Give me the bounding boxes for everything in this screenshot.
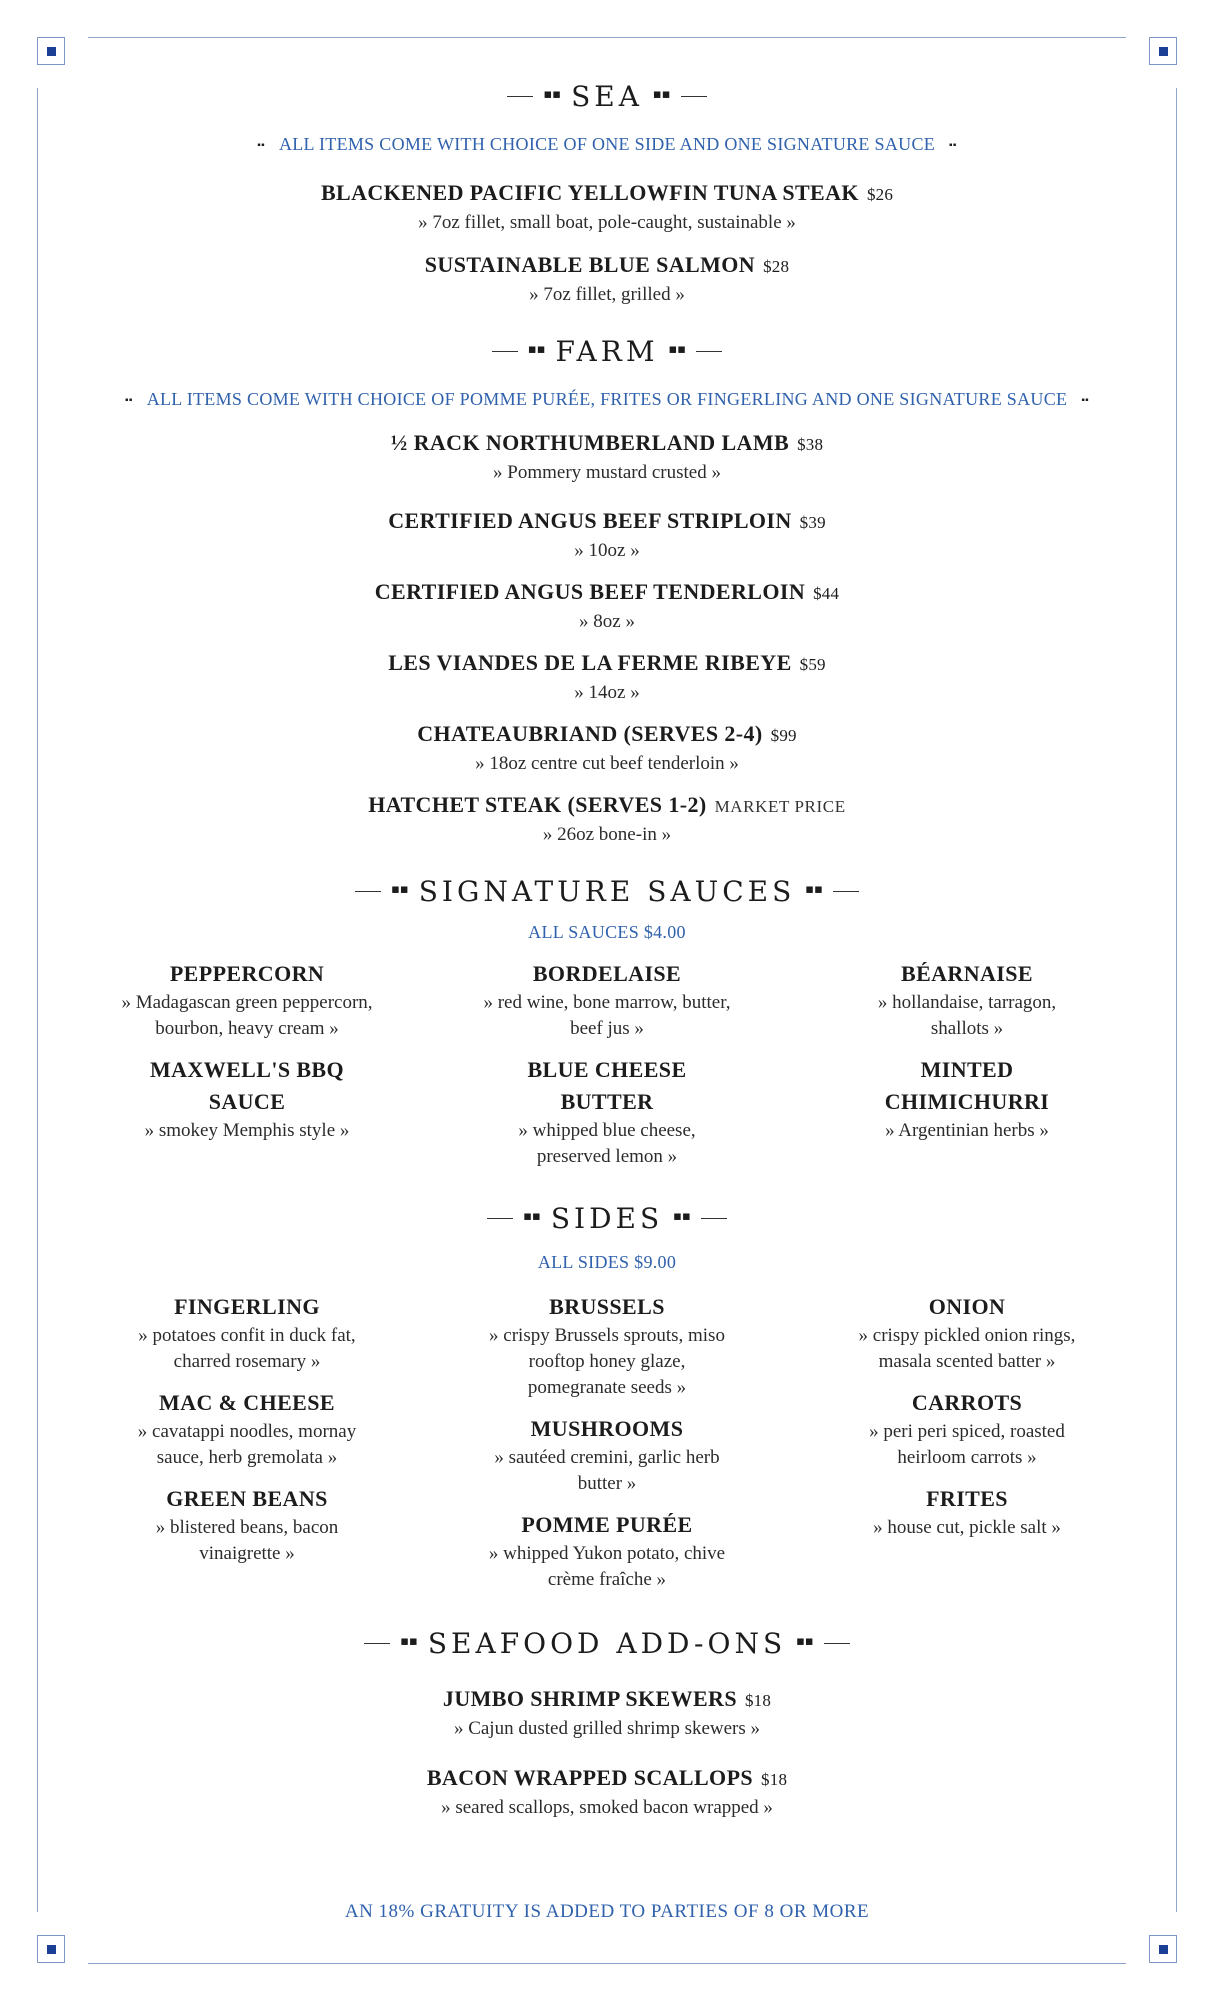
sauces-grid (40, 958, 1174, 1182)
item-price: $99 (770, 726, 797, 745)
menu-item (40, 792, 1174, 846)
side-name: POMME PURÉE (521, 1512, 693, 1537)
sauce-item (457, 1054, 757, 1170)
corner-ornament-bottom-left (37, 1935, 65, 1963)
side-description: » potatoes confit in duck fat, charred rosemary » (138, 1325, 356, 1372)
section-title: SIDES (550, 1202, 664, 1235)
item-description: » 7oz fillet, grilled » (529, 284, 685, 305)
item-description: » 7oz fillet, small boat, pole-caught, sustainable » (418, 212, 796, 233)
side-item (97, 1483, 397, 1567)
side-name: CARROTS (911, 1390, 1023, 1415)
sides-column (817, 1291, 1117, 1605)
note-text: ALL SAUCES $4.00 (528, 922, 686, 942)
note-text: ALL SIDES $9.00 (537, 1252, 677, 1272)
item-name: CHATEAUBRIAND (SERVES 2-4) (417, 721, 763, 746)
sauce-name: MAXWELL'S BBQ SAUCE (149, 1057, 345, 1114)
side-item (97, 1387, 397, 1471)
menu-item (40, 579, 1174, 633)
item-price: $28 (763, 257, 790, 276)
sides-column (457, 1291, 757, 1605)
item-price: MARKET PRICE (714, 797, 846, 816)
sauces-note (40, 922, 1174, 943)
item-price: $38 (797, 435, 824, 454)
side-name: ONION (928, 1294, 1006, 1319)
side-description: » sautéed cremini, garlic herb butter » (494, 1447, 720, 1494)
gratuity-note: AN 18% GRATUITY IS ADDED TO PARTIES OF 8 OR MORE (344, 1901, 870, 1922)
item-price: $39 (799, 513, 826, 532)
menu-item (40, 252, 1174, 306)
side-name: BRUSSELS (549, 1294, 665, 1319)
sauces-column (817, 958, 1117, 1182)
farm-note: ▪▪ ALL ITEMS COME WITH CHOICE OF POMME PURÉE, FRITES OR FINGERLING AND ONE SIGNATURE SAUCE ▪▪ (124, 389, 1090, 409)
side-description: » house cut, pickle salt » (873, 1517, 1061, 1538)
side-item (817, 1387, 1117, 1471)
sauce-name: MINTED CHIMICHURRI (884, 1057, 1050, 1114)
sauce-name: BLUE CHEESE BUTTER (527, 1057, 687, 1114)
item-name: JUMBO SHRIMP SKEWERS (442, 1686, 737, 1711)
side-item (457, 1413, 757, 1497)
frame-right-line (1176, 88, 1177, 1912)
item-description: » 14oz » (574, 682, 640, 703)
frame-bottom-line (88, 1963, 1126, 1964)
section-title: FARM (555, 335, 659, 368)
side-name: GREEN BEANS (166, 1486, 328, 1511)
sauce-item (817, 958, 1117, 1042)
section-heading-farm: ▪▪ FARM ▪▪ (40, 335, 1174, 368)
item-name: SUSTAINABLE BLUE SALMON (424, 252, 756, 277)
item-name: BLACKENED PACIFIC YELLOWFIN TUNA STEAK (320, 180, 859, 205)
sauce-description: » Madagascan green peppercorn, bourbon, heavy cream » (121, 992, 373, 1039)
item-description: » 8oz » (579, 611, 635, 632)
sides-column (97, 1291, 397, 1605)
menu-item (40, 430, 1174, 484)
section-heading-sauces: ▪▪ SIGNATURE SAUCES ▪▪ (40, 875, 1174, 908)
sauce-item (97, 958, 397, 1042)
side-name: MAC & CHEESE (159, 1390, 335, 1415)
side-name: FRITES (926, 1486, 1008, 1511)
menu-item (40, 1765, 1174, 1819)
side-item (817, 1291, 1117, 1375)
item-description: » seared scallops, smoked bacon wrapped » (441, 1797, 773, 1818)
menu-item (40, 508, 1174, 562)
sides-note (40, 1252, 1174, 1273)
menu-item (40, 650, 1174, 704)
sauces-column (457, 958, 757, 1182)
side-description: » whipped Yukon potato, chive crème fraîche » (488, 1543, 726, 1590)
sauce-name: PEPPERCORN (169, 961, 325, 986)
item-description: » 10oz » (574, 540, 640, 561)
sauce-item (457, 958, 757, 1042)
sauce-description: » red wine, bone marrow, butter, beef jus » (483, 992, 731, 1039)
sea-note: ▪▪ ALL ITEMS COME WITH CHOICE OF ONE SIDE AND ONE SIGNATURE SAUCE ▪▪ (257, 134, 957, 154)
item-name: LES VIANDES DE LA FERME RIBEYE (388, 650, 792, 675)
side-description: » cavatappi noodles, mornay sauce, herb gremolata » (137, 1421, 357, 1468)
corner-ornament-top-left (37, 37, 65, 65)
sauce-description: » hollandaise, tarragon, shallots » (877, 992, 1057, 1039)
side-name: MUSHROOMS (530, 1416, 684, 1441)
section-title: SIGNATURE SAUCES (418, 875, 796, 908)
sauce-item (817, 1054, 1117, 1144)
section-heading-sides: ▪▪ SIDES ▪▪ (40, 1202, 1174, 1235)
item-price: $18 (744, 1691, 772, 1710)
side-description: » crispy Brussels sprouts, miso rooftop honey glaze, pomegranate seeds » (489, 1325, 725, 1398)
side-item (457, 1509, 757, 1593)
section-heading-seafood-addons: ▪▪ SEAFOOD ADD-ONS ▪▪ (40, 1627, 1174, 1660)
item-name: CERTIFIED ANGUS BEEF STRIPLOIN (388, 508, 792, 533)
sauce-name: BORDELAISE (532, 961, 682, 986)
item-name: ½ RACK NORTHUMBERLAND LAMB (390, 430, 790, 455)
frame-left-line (37, 88, 38, 1912)
corner-ornament-bottom-right (1149, 1935, 1177, 1963)
section-title: SEA (571, 80, 643, 113)
item-price: $18 (761, 1770, 788, 1789)
note-text: ALL ITEMS COME WITH CHOICE OF POMME PURÉE, FRITES OR FINGERLING AND ONE SIGNATURE SAUCE (146, 389, 1068, 409)
item-price: $59 (799, 655, 826, 674)
side-description: » blistered beans, bacon vinaigrette » (155, 1517, 339, 1564)
item-price: $26 (866, 185, 894, 204)
item-description: » 18oz centre cut beef tenderloin » (475, 753, 739, 774)
sauce-description: » whipped blue cheese, preserved lemon » (518, 1120, 696, 1167)
side-name: FINGERLING (174, 1294, 320, 1319)
sauce-name: BÉARNAISE (901, 961, 1033, 986)
sauce-item (97, 1054, 397, 1144)
side-item (457, 1291, 757, 1401)
frame-top-line (88, 37, 1126, 38)
item-name: CERTIFIED ANGUS BEEF TENDERLOIN (374, 579, 806, 604)
menu-item (40, 1686, 1174, 1740)
section-heading-sea: ▪▪ SEA ▪▪ (40, 80, 1174, 113)
item-name: HATCHET STEAK (SERVES 1-2) (368, 792, 707, 817)
side-item (817, 1483, 1117, 1541)
sauce-description: » Argentinian herbs » (885, 1120, 1049, 1141)
item-description: » Cajun dusted grilled shrimp skewers » (453, 1718, 761, 1739)
sauce-description: » smokey Memphis style » (144, 1120, 350, 1141)
item-name: BACON WRAPPED SCALLOPS (426, 1765, 754, 1790)
side-description: » crispy pickled onion rings, masala scented batter » (858, 1325, 1076, 1372)
item-description: » Pommery mustard crusted » (493, 462, 721, 483)
section-title: SEAFOOD ADD-ONS (427, 1627, 787, 1660)
corner-ornament-top-right (1149, 37, 1177, 65)
menu-item (40, 180, 1174, 234)
item-description: » 26oz bone-in » (542, 824, 672, 845)
menu-item (40, 721, 1174, 775)
side-item (97, 1291, 397, 1375)
note-text: ALL ITEMS COME WITH CHOICE OF ONE SIDE AND ONE SIGNATURE SAUCE (278, 134, 936, 154)
sauces-column (97, 958, 397, 1182)
sides-grid (40, 1291, 1174, 1605)
item-price: $44 (813, 584, 840, 603)
side-description: » peri peri spiced, roasted heirloom carrots » (869, 1421, 1065, 1468)
